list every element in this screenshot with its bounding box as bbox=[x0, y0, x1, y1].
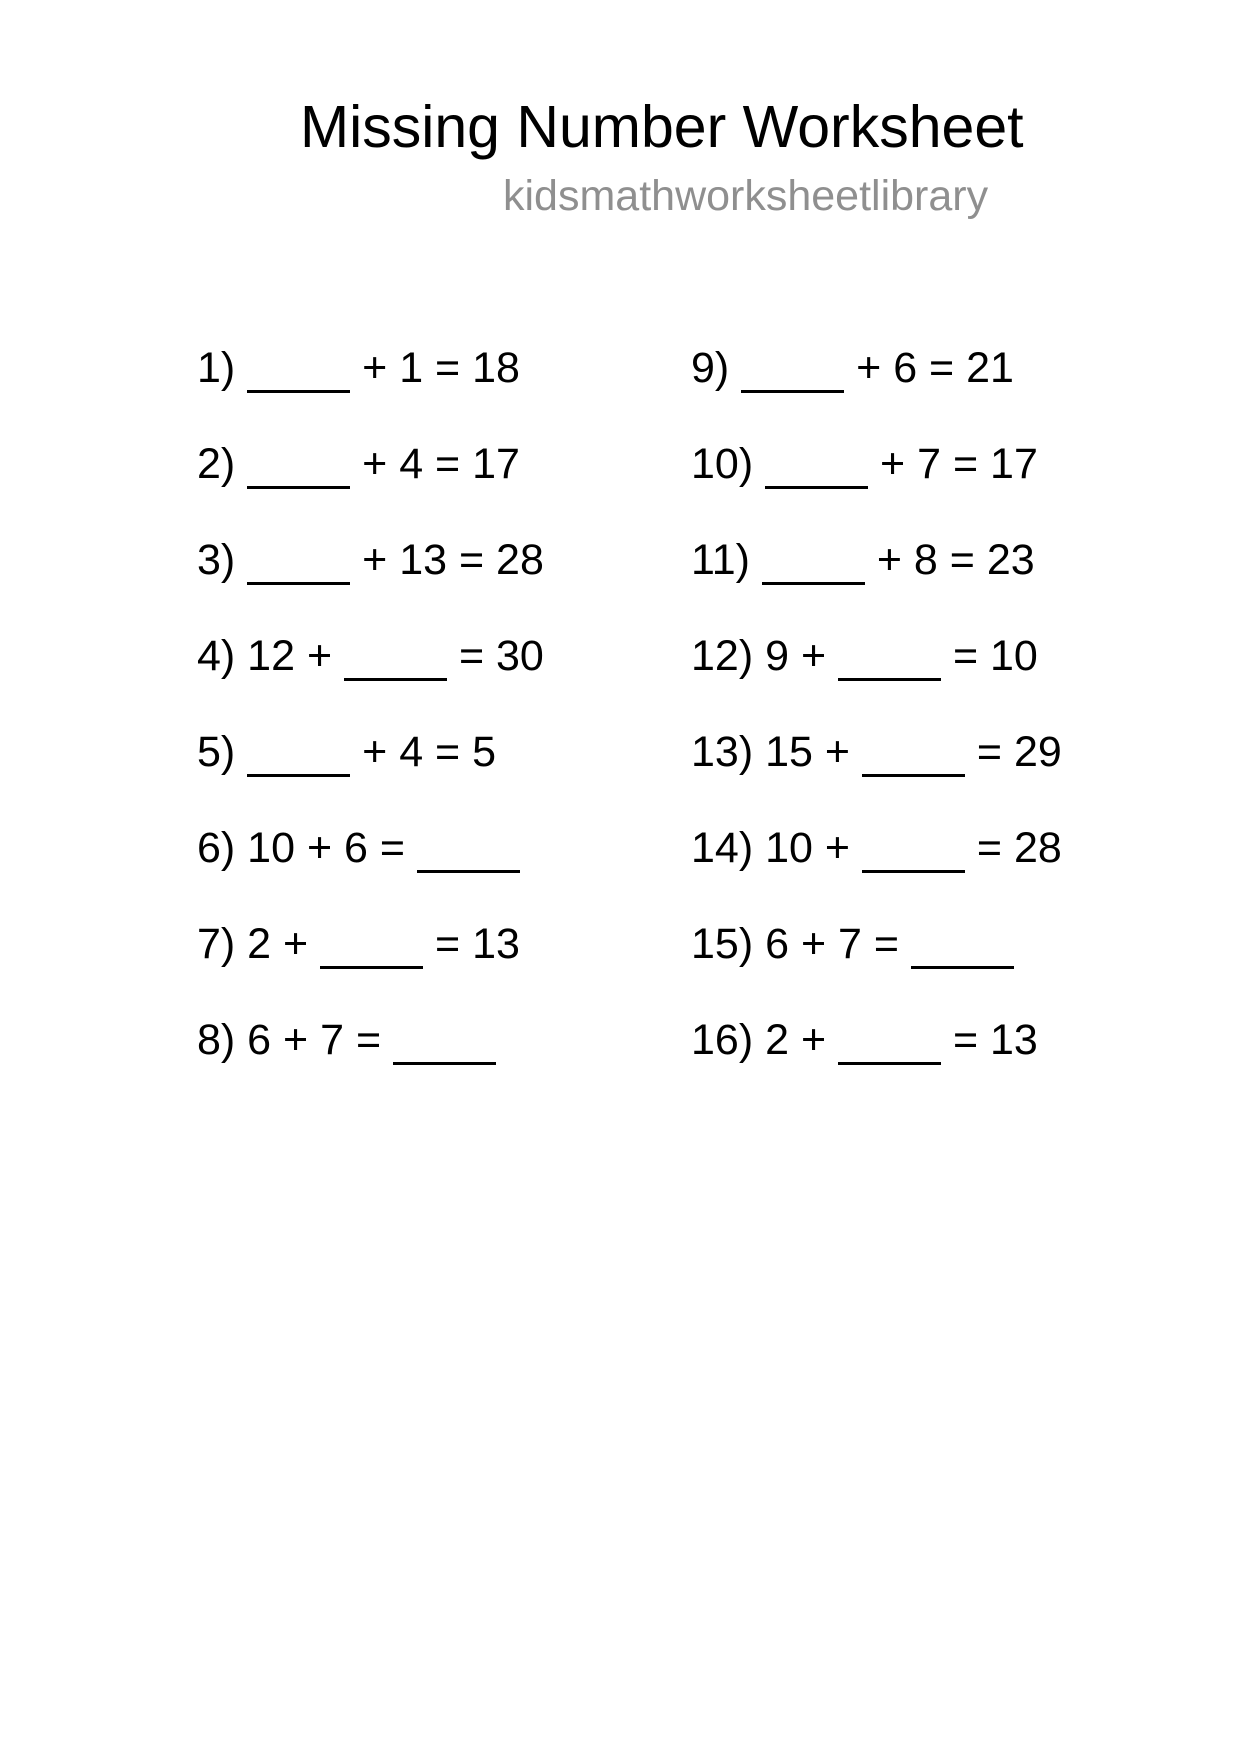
watermark-subtitle: kidsmathworksheetlibrary bbox=[503, 172, 989, 220]
problem-prefix: 5) bbox=[197, 728, 248, 776]
answer-blank bbox=[911, 966, 1014, 969]
problem-row-2 bbox=[197, 416, 544, 512]
problem-prefix: 8) 6 + 7 = bbox=[197, 1016, 394, 1064]
problem-suffix: + 4 = 17 bbox=[350, 440, 520, 488]
problem-prefix: 6) 10 + 6 = bbox=[197, 824, 417, 872]
page-title: Missing Number Worksheet bbox=[300, 94, 1024, 160]
answer-blank bbox=[393, 1062, 496, 1065]
answer-blank bbox=[344, 678, 447, 681]
problem-prefix: 11) bbox=[691, 536, 762, 584]
problem-prefix: 12) 9 + bbox=[691, 632, 839, 680]
problem-prefix: 7) 2 + bbox=[197, 920, 321, 968]
problem-suffix: = 29 bbox=[964, 728, 1062, 776]
problem-row-13 bbox=[691, 704, 1062, 800]
problem-prefix: 3) bbox=[197, 536, 248, 584]
answer-blank bbox=[862, 774, 965, 777]
answer-blank bbox=[320, 966, 423, 969]
problem-suffix: = 30 bbox=[447, 632, 544, 680]
problem-prefix: 1) bbox=[197, 344, 248, 392]
problem-row-14 bbox=[691, 800, 1062, 896]
problem-row-5 bbox=[197, 704, 544, 800]
answer-blank bbox=[838, 1062, 941, 1065]
problem-prefix: 10) bbox=[691, 440, 766, 488]
answer-blank bbox=[247, 774, 350, 777]
problem-prefix: 13) 15 + bbox=[691, 728, 862, 776]
answer-blank bbox=[247, 486, 350, 489]
answer-blank bbox=[247, 582, 350, 585]
problem-suffix: + 6 = 21 bbox=[844, 344, 1014, 392]
problem-suffix: + 13 = 28 bbox=[350, 536, 544, 584]
problems-column-left bbox=[197, 320, 544, 1088]
problem-suffix: + 4 = 5 bbox=[350, 728, 497, 776]
answer-blank bbox=[838, 678, 941, 681]
problem-row-12 bbox=[691, 608, 1062, 704]
problem-prefix: 16) 2 + bbox=[691, 1016, 839, 1064]
problem-row-16 bbox=[691, 992, 1062, 1088]
problem-prefix: 14) 10 + bbox=[691, 824, 862, 872]
problem-suffix: + 1 = 18 bbox=[350, 344, 520, 392]
problem-row-10 bbox=[691, 416, 1062, 512]
problem-row-1 bbox=[197, 320, 544, 416]
problem-row-11 bbox=[691, 512, 1062, 608]
problem-suffix: = 13 bbox=[941, 1016, 1038, 1064]
problem-row-9 bbox=[691, 320, 1062, 416]
problem-suffix: + 7 = 17 bbox=[868, 440, 1038, 488]
problems-column-right bbox=[691, 320, 1062, 1088]
problem-suffix: + 8 = 23 bbox=[864, 536, 1035, 584]
answer-blank bbox=[762, 582, 865, 585]
answer-blank bbox=[862, 870, 965, 873]
problem-row-7 bbox=[197, 896, 544, 992]
problem-prefix: 15) 6 + 7 = bbox=[691, 920, 911, 968]
problem-row-6 bbox=[197, 800, 544, 896]
problem-prefix: 9) bbox=[691, 344, 742, 392]
problem-suffix: = 28 bbox=[964, 824, 1062, 872]
problem-row-3 bbox=[197, 512, 544, 608]
answer-blank bbox=[247, 390, 350, 393]
problem-prefix: 2) bbox=[197, 440, 248, 488]
answer-blank bbox=[741, 390, 844, 393]
problem-suffix: = 13 bbox=[423, 920, 520, 968]
answer-blank bbox=[417, 870, 520, 873]
problem-row-15 bbox=[691, 896, 1062, 992]
problem-prefix: 4) 12 + bbox=[197, 632, 345, 680]
answer-blank bbox=[765, 486, 868, 489]
problem-suffix: = 10 bbox=[941, 632, 1038, 680]
problem-row-8 bbox=[197, 992, 544, 1088]
problem-row-4 bbox=[197, 608, 544, 704]
